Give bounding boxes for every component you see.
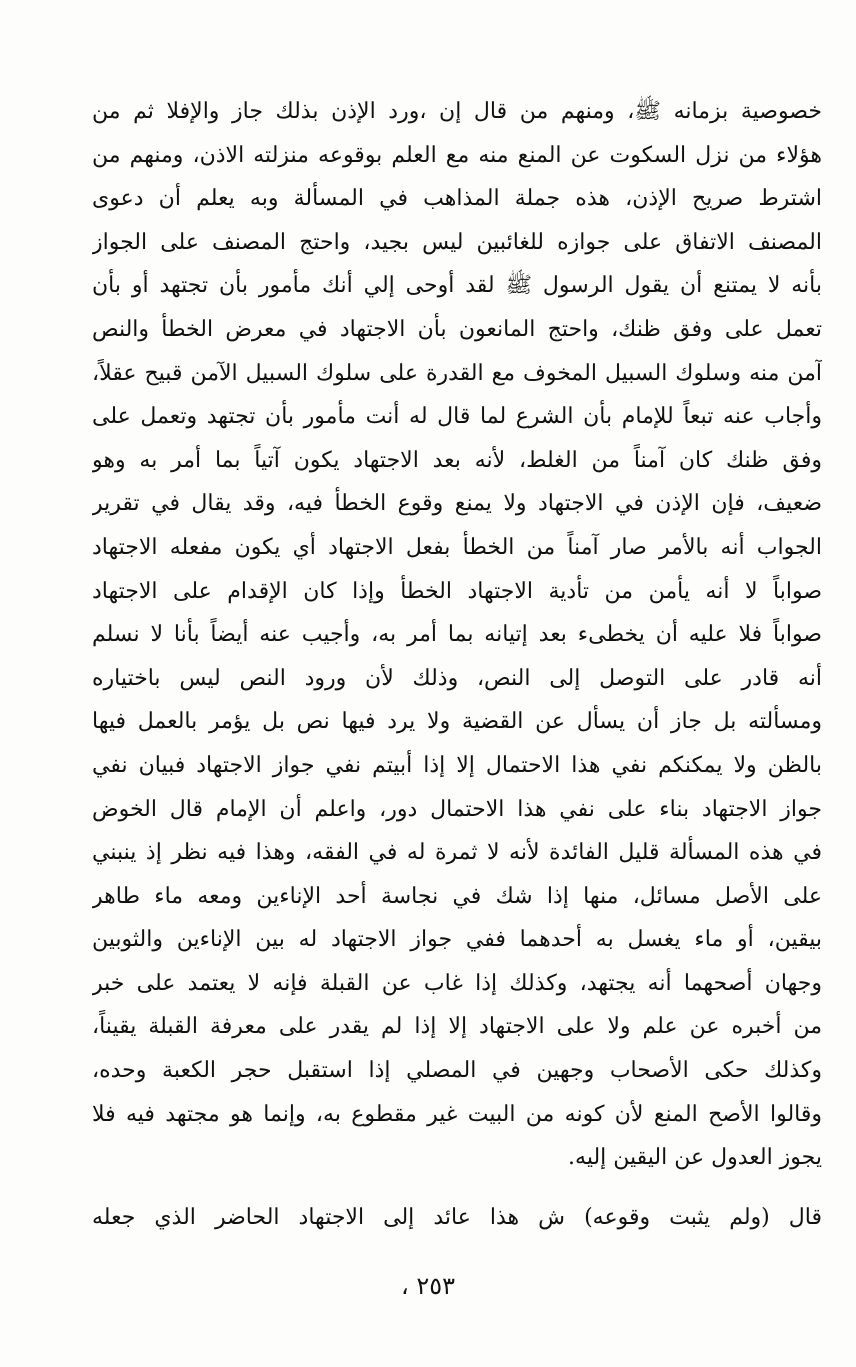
text-line: وفق ظنك كان آمناً من الغلط، لأنه بعد الاجتهاد يكون آتياً بما أمر به وهو [92,447,822,473]
text-line: وقالوا الأصح المنع لأن كونه من البيت غير مقطوع به، وإنما هو مجتهد فيه فلا [92,1101,822,1127]
text-line: بأنه لا يمتنع أن يقول الرسول ﷺ لقد أوحى إلي أنك مأمور بأن تجتهد أو بأن [92,273,822,299]
text-line: من أخبره عن علم ولا على الاجتهاد إلا إذا لم يقدر على معرفة القبلة يقيناً، [92,1014,822,1040]
text-line: ضعيف، فإن الإذن في الاجتهاد ولا يمنع وقوع الخطأ فيه، وقد يقال في تقرير [92,491,822,517]
closing-line: قال (ولم يثبت وقوعه) ش هذا عائد إلى الاجتهاد الحاضر الذي جعله [92,1205,822,1230]
text-line: وكذلك حكى الأصحاب وجهين في المصلي إذا استقبل حجر الكعبة وحده، [92,1058,822,1084]
text-line: وأجاب عنه تبعاً للإمام بأن الشرع لما قال له أنت مأمور بأن تجتهد وتعمل على [92,404,822,430]
paragraph-end-line: يجوز العدول عن اليقين إليه. [568,1145,822,1171]
text-line: الجواب أنه بالأمر صار آمناً من الخطأ بفعل الاجتهاد أي يكون مفعله الاجتهاد [92,534,822,560]
text-line: اشترط صريح الإذن، هذه جملة المذاهب في المسألة وبه يعلم أن دعوى [92,186,822,212]
body-text [92,90,822,1180]
text-line: بالظن ولا يمكنكم نفي هذا الاحتمال إلا إذا أبيتم نفي جواز الاجتهاد فبيان نفي [92,752,822,778]
text-line: على الأصل مسائل، منها إذا شك في نجاسة أحد الإناءين ومعه ماء طاهر [92,883,822,909]
text-line: صواباً لا أنه يأمن من تأدية الاجتهاد الخطأ وإذا كان الإقدام على الاجتهاد [92,578,822,604]
text-line: المصنف الاتفاق على جوازه للغائبين ليس بجيد، واحتج المصنف على الجواز [92,229,822,255]
text-line: ومسألته بل جاز أن يسأل عن القضية ولا يرد فيها نص بل يؤمر بالعمل فيها [92,709,822,735]
text-line: في هذه المسألة قليل الفائدة لأنه لا ثمرة له في الفقه، وهذا فيه نظر إذ ينبني [92,840,822,866]
text-line: بيقين، أو ماء يغسل به أحدهما ففي جواز الاجتهاد له بين الإناءين والثوبين [92,927,822,953]
page-number: ٢٥٣ ، [400,1272,456,1300]
text-line: خصوصية بزمانه ﷺ، ومنهم من قال إن ،ورد الإذن بذلك جاز والإفلا ثم من [92,99,822,124]
text-line: تعمل على وفق ظنك، واحتج المانعون بأن الاجتهاد في معرض الخطأ والنص [92,316,822,342]
text-line: هؤلاء من نزل السكوت عن المنع منه مع العلم بوقوعه منزلته الاذن، ومنهم من [92,142,822,168]
text-line: أنه قادر على التوصل إلى النص، وذلك لأن ورود النص ليس باختياره [92,665,822,691]
text-line: آمن منه وسلوك السبيل المخوف مع القدرة على سلوك السبيل الآمن قبيح عقلاً، [92,360,822,386]
text-line: صواباً فلا عليه أن يخطىء بعد إتيانه بما أمر به، وأجيب عنه أيضاً بأنا لا نسلم [92,622,822,648]
text-line: وجهان أصحهما أنه يجتهد، وكذلك إذا غاب عن القبلة فإنه لا يعتمد على خبر [92,970,822,996]
text-line: جواز الاجتهاد بناء على نفي هذا الاحتمال دور، واعلم أن الإمام قال الخوض [92,796,822,822]
